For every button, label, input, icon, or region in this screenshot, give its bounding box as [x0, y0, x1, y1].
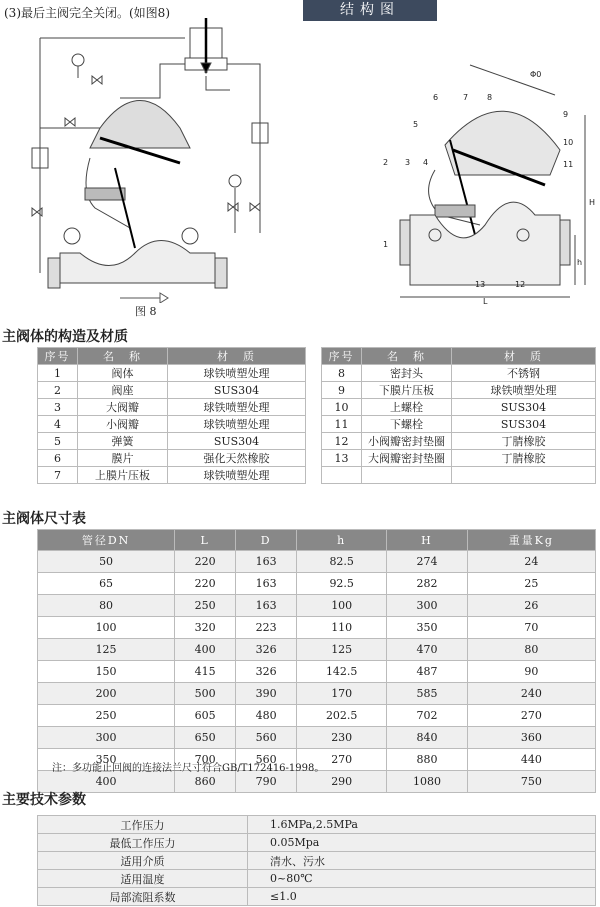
- table-cell: 上膜片压板: [78, 467, 168, 484]
- table-cell: 125: [297, 639, 387, 661]
- col-header: 序号: [38, 348, 78, 365]
- table-cell: 350: [38, 749, 175, 771]
- step-text: (3)最后主阀完全关闭。(如图8): [4, 6, 170, 20]
- table-cell: SUS304: [452, 399, 596, 416]
- table-cell: 390: [236, 683, 297, 705]
- table-cell: 250: [38, 705, 175, 727]
- table-row: [38, 639, 596, 661]
- col-header: 名 称: [362, 348, 452, 365]
- col-header: L: [175, 530, 236, 551]
- materials-table-right: [321, 347, 596, 484]
- table-cell: 弹簧: [78, 433, 168, 450]
- table-cell: 0~80℃: [248, 870, 596, 888]
- dim-L: L: [483, 297, 488, 305]
- table-cell: [322, 467, 362, 484]
- table-cell: 25: [467, 573, 595, 595]
- table-cell: 82.5: [297, 551, 387, 573]
- table-cell: 163: [236, 595, 297, 617]
- table-cell: 270: [467, 705, 595, 727]
- table-cell: 300: [38, 727, 175, 749]
- table-cell: 10: [322, 399, 362, 416]
- table-cell: 750: [467, 771, 595, 793]
- table-cell: 适用温度: [38, 870, 248, 888]
- table-cell: 240: [467, 683, 595, 705]
- table-cell: 丁腈橡胶: [452, 450, 596, 467]
- table-row: [38, 617, 596, 639]
- table-row: [38, 467, 306, 484]
- table-cell: 丁腈橡胶: [452, 433, 596, 450]
- table-cell: 487: [387, 661, 467, 683]
- table-cell: 24: [467, 551, 595, 573]
- part-label: 4: [423, 158, 429, 167]
- table-cell: 300: [387, 595, 467, 617]
- table-cell: 适用介质: [38, 852, 248, 870]
- table-cell: 350: [387, 617, 467, 639]
- table-row: [38, 416, 306, 433]
- table-cell: 1.6MPa,2.5MPa: [248, 816, 596, 834]
- table-cell: 560: [236, 749, 297, 771]
- col-header: 材 质: [452, 348, 596, 365]
- table-cell: 3: [38, 399, 78, 416]
- col-header: H: [387, 530, 467, 551]
- col-header: D: [236, 530, 297, 551]
- table-cell: 65: [38, 573, 175, 595]
- table-cell: 326: [236, 661, 297, 683]
- table-row: [322, 450, 596, 467]
- part-label: 2: [383, 158, 389, 167]
- table-cell: 163: [236, 573, 297, 595]
- table-row: [38, 573, 596, 595]
- table-cell: 326: [236, 639, 297, 661]
- table-cell: [362, 467, 452, 484]
- table-cell: 球铁喷塑处理: [168, 399, 306, 416]
- valve-section-drawing: [375, 55, 600, 305]
- table-cell: 局部流阻系数: [38, 888, 248, 906]
- table-cell: 70: [467, 617, 595, 639]
- dimensions-table: [37, 529, 596, 793]
- table-cell: 球铁喷塑处理: [452, 382, 596, 399]
- table-cell: 球铁喷塑处理: [168, 467, 306, 484]
- table-cell: 强化天然橡胶: [168, 450, 306, 467]
- table-cell: 230: [297, 727, 387, 749]
- table-row: [38, 595, 596, 617]
- table-row: [38, 683, 596, 705]
- materials-table-left: [37, 347, 306, 484]
- table-row: [38, 399, 306, 416]
- table-cell: 2: [38, 382, 78, 399]
- table-cell: 1080: [387, 771, 467, 793]
- table-row: [38, 888, 596, 906]
- part-label: 12: [515, 280, 526, 289]
- table-row: [322, 399, 596, 416]
- table-cell: SUS304: [168, 382, 306, 399]
- table-cell: 11: [322, 416, 362, 433]
- table-cell: 320: [175, 617, 236, 639]
- table-cell: 球铁喷塑处理: [168, 365, 306, 382]
- table-row: [38, 365, 306, 382]
- table-row: [38, 382, 306, 399]
- dimensions-title: 主阀体尺寸表: [2, 511, 86, 527]
- table-cell: 26: [467, 595, 595, 617]
- table-cell: 下膜片压板: [362, 382, 452, 399]
- structure-banner: 结构图: [303, 0, 437, 21]
- table-cell: 163: [236, 551, 297, 573]
- table-cell: 700: [175, 749, 236, 771]
- col-header: 名 称: [78, 348, 168, 365]
- table-cell: 790: [236, 771, 297, 793]
- table-cell: 290: [297, 771, 387, 793]
- table-row: [322, 433, 596, 450]
- table-cell: 200: [38, 683, 175, 705]
- dim-h: h: [577, 258, 583, 267]
- table-row: [38, 834, 596, 852]
- table-cell: 220: [175, 551, 236, 573]
- table-cell: 125: [38, 639, 175, 661]
- part-label: 5: [413, 120, 419, 129]
- col-header: 重量Kg: [467, 530, 595, 551]
- table-row: [38, 551, 596, 573]
- table-cell: 605: [175, 705, 236, 727]
- table-cell: 100: [297, 595, 387, 617]
- figure-caption: 图 8: [135, 305, 157, 318]
- table-cell: 274: [387, 551, 467, 573]
- table-row: [322, 348, 596, 365]
- table-cell: 80: [38, 595, 175, 617]
- table-row: [322, 382, 596, 399]
- table-cell: 8: [322, 365, 362, 382]
- table-cell: ≤1.0: [248, 888, 596, 906]
- table-cell: 大阀瓣密封垫圈: [362, 450, 452, 467]
- table-row: [322, 416, 596, 433]
- col-header: 管径DN: [38, 530, 175, 551]
- table-cell: SUS304: [452, 416, 596, 433]
- table-cell: 142.5: [297, 661, 387, 683]
- table-cell: 250: [175, 595, 236, 617]
- table-cell: 202.5: [297, 705, 387, 727]
- table-cell: 360: [467, 727, 595, 749]
- table-cell: 下螺栓: [362, 416, 452, 433]
- table-row: [38, 348, 306, 365]
- table-cell: 5: [38, 433, 78, 450]
- table-cell: 860: [175, 771, 236, 793]
- table-row: [38, 727, 596, 749]
- materials-title: 主阀体的构造及材质: [2, 329, 128, 345]
- table-cell: 880: [387, 749, 467, 771]
- part-label: 9: [563, 110, 569, 119]
- table-row: [38, 433, 306, 450]
- table-cell: 840: [387, 727, 467, 749]
- table-cell: 12: [322, 433, 362, 450]
- table-cell: 小阀瓣: [78, 416, 168, 433]
- table-row: [38, 870, 596, 888]
- table-cell: 92.5: [297, 573, 387, 595]
- table-row: [38, 530, 596, 551]
- part-label: 6: [433, 93, 439, 102]
- table-cell: 1: [38, 365, 78, 382]
- table-cell: 702: [387, 705, 467, 727]
- table-row: [38, 852, 596, 870]
- table-cell: 最低工作压力: [38, 834, 248, 852]
- col-header: 材 质: [168, 348, 306, 365]
- table-cell: [452, 467, 596, 484]
- table-cell: 100: [38, 617, 175, 639]
- part-label: 3: [405, 158, 411, 167]
- table-cell: 560: [236, 727, 297, 749]
- table-cell: 小阀瓣密封垫圈: [362, 433, 452, 450]
- col-header: h: [297, 530, 387, 551]
- table-cell: 415: [175, 661, 236, 683]
- table-cell: 90: [467, 661, 595, 683]
- table-cell: 工作压力: [38, 816, 248, 834]
- dim-dn: Φ0: [530, 70, 542, 79]
- tech-title: 主要技术参数: [2, 792, 86, 808]
- table-cell: 大阀瓣: [78, 399, 168, 416]
- table-cell: 80: [467, 639, 595, 661]
- table-cell: 13: [322, 450, 362, 467]
- table-row: [38, 661, 596, 683]
- table-row: [38, 450, 306, 467]
- part-label: 13: [475, 280, 486, 289]
- table-row: [322, 365, 596, 382]
- table-row: [38, 705, 596, 727]
- table-cell: 440: [467, 749, 595, 771]
- table-cell: 0.05Mpa: [248, 834, 596, 852]
- dimensions-note: 注：多功能止回阀的连接法兰尺寸符合GB/T172416-1998。: [52, 763, 325, 774]
- table-row: [322, 467, 596, 484]
- table-cell: 4: [38, 416, 78, 433]
- table-cell: 500: [175, 683, 236, 705]
- table-cell: 170: [297, 683, 387, 705]
- table-cell: 阀体: [78, 365, 168, 382]
- valve-schematic-fig8: [20, 18, 275, 303]
- table-cell: 585: [387, 683, 467, 705]
- table-cell: 9: [322, 382, 362, 399]
- table-cell: 不锈钢: [452, 365, 596, 382]
- tech-params-table: [37, 815, 596, 906]
- part-label: 1: [383, 240, 389, 249]
- table-cell: 150: [38, 661, 175, 683]
- part-label: 10: [563, 138, 574, 147]
- part-label: 8: [487, 93, 493, 102]
- table-cell: 400: [175, 639, 236, 661]
- table-cell: 270: [297, 749, 387, 771]
- dim-H: H: [589, 198, 596, 207]
- table-cell: 470: [387, 639, 467, 661]
- table-cell: 膜片: [78, 450, 168, 467]
- table-cell: 400: [38, 771, 175, 793]
- table-cell: 220: [175, 573, 236, 595]
- table-cell: 密封头: [362, 365, 452, 382]
- table-cell: 上螺栓: [362, 399, 452, 416]
- table-cell: 223: [236, 617, 297, 639]
- table-cell: 282: [387, 573, 467, 595]
- col-header: 序号: [322, 348, 362, 365]
- table-cell: 6: [38, 450, 78, 467]
- table-cell: 650: [175, 727, 236, 749]
- table-cell: 50: [38, 551, 175, 573]
- part-label: 11: [563, 160, 574, 169]
- table-cell: 480: [236, 705, 297, 727]
- table-cell: 球铁喷塑处理: [168, 416, 306, 433]
- table-cell: 110: [297, 617, 387, 639]
- table-cell: 7: [38, 467, 78, 484]
- table-cell: 清水、污水: [248, 852, 596, 870]
- table-row: [38, 816, 596, 834]
- table-cell: SUS304: [168, 433, 306, 450]
- part-label: 7: [463, 93, 469, 102]
- table-cell: 阀座: [78, 382, 168, 399]
